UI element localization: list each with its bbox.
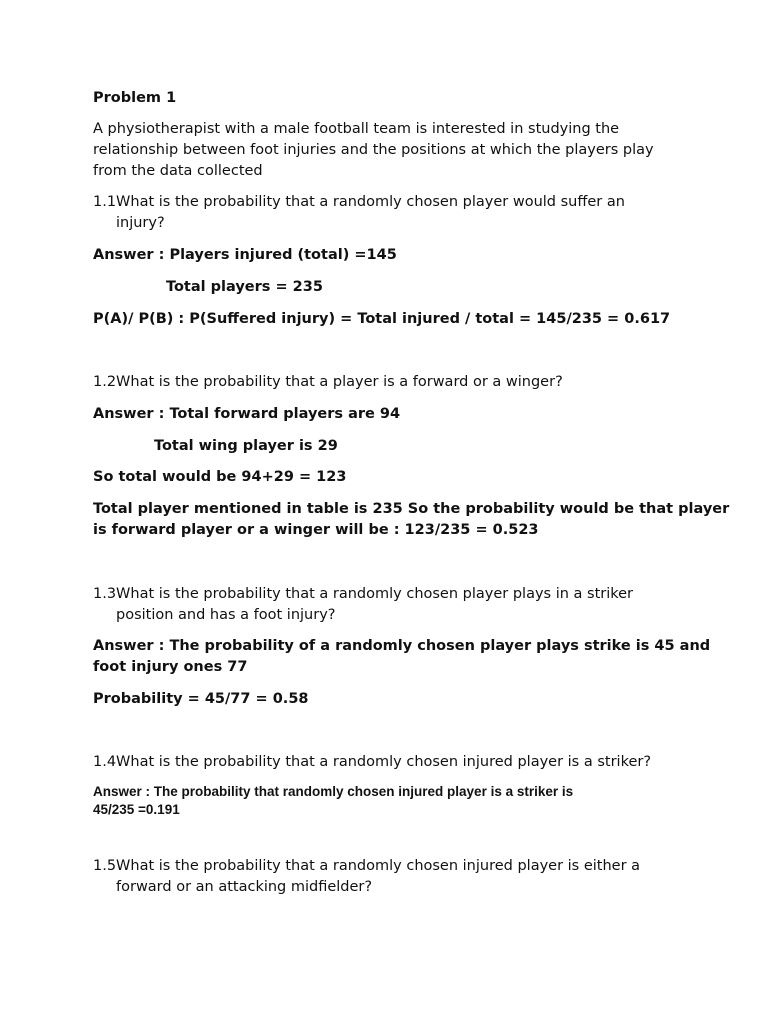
question-1-3-continued: position and has a foot injury? — [116, 607, 336, 623]
answer-1-1-line: Total players = 235 — [166, 279, 323, 295]
question-1-1: 1.1What is the probability that a randomly chosen player would suffer an — [93, 194, 625, 210]
answer-1-3: Answer : The probability of a randomly chosen player plays strike is 45 and — [93, 638, 711, 654]
question-1-4: 1.4What is the probability that a randomly chosen injured player is a striker? — [93, 754, 652, 770]
answer-1-4: Answer : The probability that randomly chosen injured player is a striker is — [93, 784, 574, 799]
problem-title: Problem 1 — [93, 90, 177, 106]
answer-1-2-line: Total wing player is 29 — [154, 438, 338, 454]
answer-1-3-line: Probability = 45/77 = 0.58 — [93, 691, 309, 707]
answer-1-1: Answer : Players injured (total) =145 — [93, 247, 397, 263]
intro-line: relationship between foot injuries and the positions at which the players play — [93, 142, 654, 158]
question-1-2: 1.2What is the probability that a player is a forward or a winger? — [93, 374, 563, 390]
answer-1-2-line: So total would be 94+29 = 123 — [93, 469, 347, 485]
question-1-3: 1.3What is the probability that a randomly chosen player plays in a striker — [93, 586, 634, 602]
answer-1-2: Answer : Total forward players are 94 — [93, 406, 401, 422]
answer-1-2-line: is forward player or a winger will be : 123/235 = 0.523 — [93, 522, 539, 538]
intro-line: A physiotherapist with a male football team is interested in studying the — [93, 121, 620, 137]
question-1-5: 1.5What is the probability that a randomly chosen injured player is either a — [93, 858, 641, 874]
question-1-5-continued: forward or an attacking midfielder? — [116, 879, 373, 895]
question-1-1-continued: injury? — [116, 215, 165, 231]
intro-line: from the data collected — [93, 163, 263, 179]
answer-1-2-line: Total player mentioned in table is 235 So the probability would be that player — [93, 501, 730, 517]
answer-1-3-line: foot injury ones 77 — [93, 659, 248, 675]
answer-1-4-line: 45/235 =0.191 — [93, 802, 180, 817]
answer-1-1-line: P(A)/ P(B) : P(Suffered injury) = Total injured / total = 145/235 = 0.617 — [93, 311, 671, 327]
